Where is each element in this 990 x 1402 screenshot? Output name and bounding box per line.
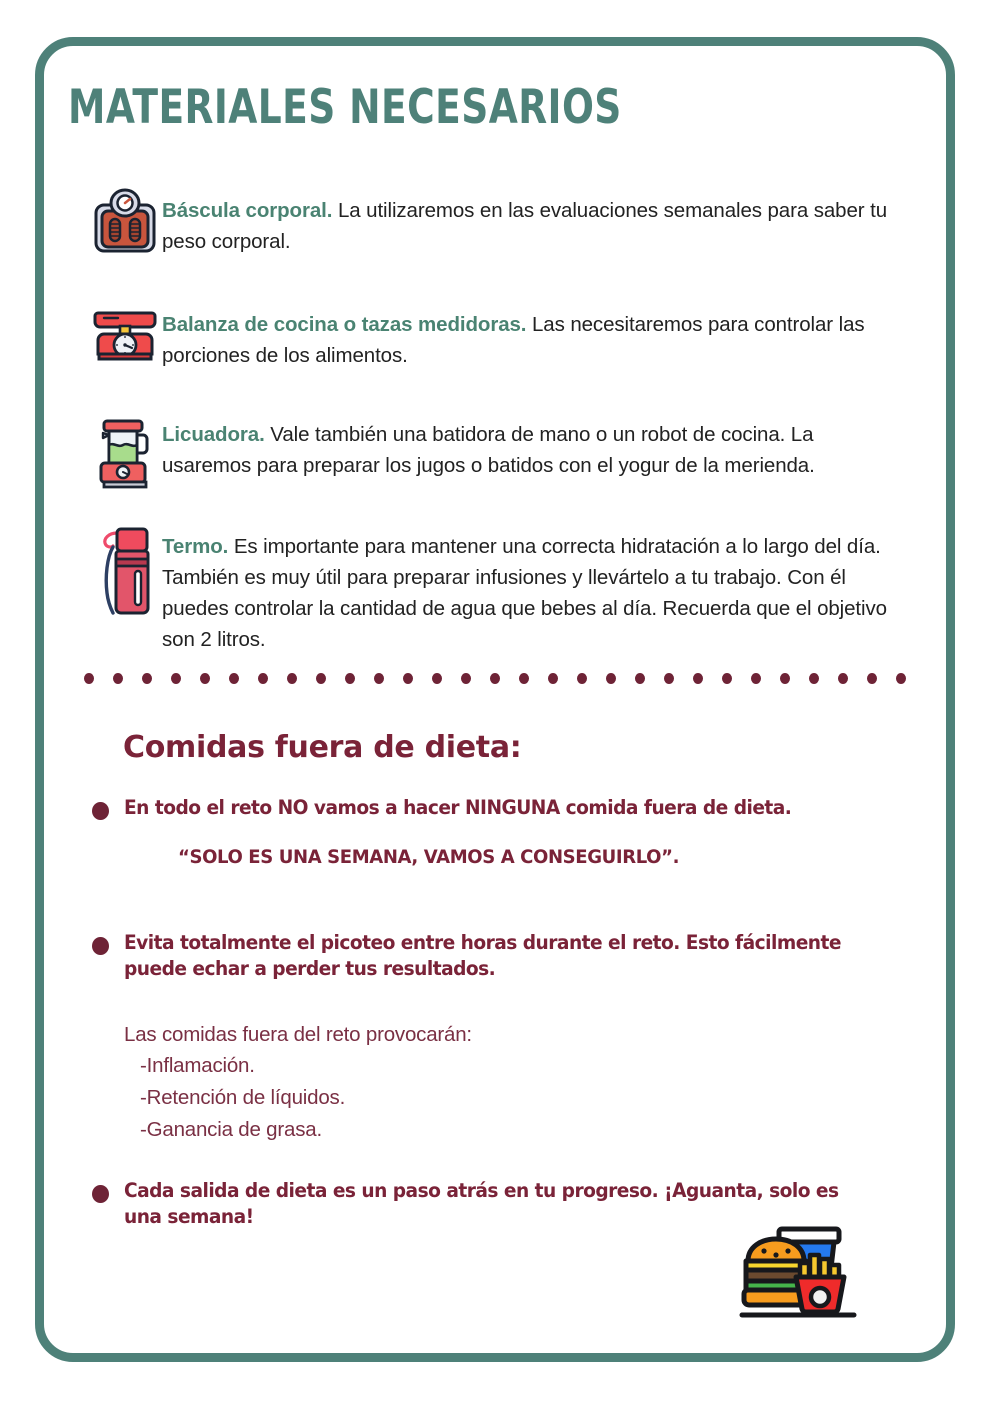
divider-dot xyxy=(635,673,645,684)
bullet-text-2: Evita totalmente el picoteo entre horas durante el reto. Esto fácilmente puede echar a perder tus resultados. xyxy=(124,931,841,981)
material-text-bascula xyxy=(162,185,908,257)
divider-dot xyxy=(896,673,906,684)
fast-food-icon xyxy=(736,1205,876,1325)
bullet-dot-icon xyxy=(92,937,109,955)
divider-dot xyxy=(200,673,210,684)
material-item-balanza xyxy=(88,299,908,387)
divider-dot xyxy=(722,673,732,684)
material-text-balanza xyxy=(162,299,908,371)
divider-dot xyxy=(548,673,558,684)
page-title: MATERIALES NECESARIOS xyxy=(68,80,622,135)
divider-dot xyxy=(316,673,326,684)
divider-dot xyxy=(258,673,268,684)
material-item-licuadora xyxy=(88,413,908,501)
divider-dot xyxy=(809,673,819,684)
section-heading-comidas: Comidas fuera de dieta: xyxy=(123,730,522,765)
list-item xyxy=(88,795,906,868)
material-body-bascula: La utilizaremos en las evaluaciones semanales para saber tu peso corporal. xyxy=(162,199,887,254)
divider-dot xyxy=(374,673,384,684)
divider-dot xyxy=(664,673,674,684)
consequence-item: -Inflamación. xyxy=(140,1054,255,1078)
bathroom-scale-icon xyxy=(88,185,162,273)
consequences-list xyxy=(124,1019,906,1146)
material-text-termo xyxy=(162,523,908,656)
material-lead-licuadora: Licuadora. xyxy=(162,423,265,446)
divider-dot xyxy=(606,673,616,684)
material-body-termo: Es importante para mantener una correcta hidratación a lo largo del día. También es muy útil para preparar infusiones y llevártelo a tu trabajo. Con él puedes controlar la cantidad de agua que bebes al día. Recuerda que el objetivo son 2 litros. xyxy=(162,535,887,652)
material-text-licuadora xyxy=(162,413,908,481)
bullet-dot-icon xyxy=(92,1185,109,1203)
material-lead-termo: Termo. xyxy=(162,535,229,558)
material-lead-bascula: Báscula corporal. xyxy=(162,199,333,222)
divider-dot xyxy=(113,673,123,684)
divider-dot xyxy=(142,673,152,684)
divider-dot xyxy=(693,673,703,684)
dotted-divider xyxy=(84,672,906,684)
quote-line: “SOLO ES UNA SEMANA, VAMOS A CONSEGUIRLO”. xyxy=(178,847,680,869)
consequences-intro: Las comidas fuera del reto provocarán: xyxy=(124,1022,472,1046)
divider-dot xyxy=(867,673,877,684)
divider-dot xyxy=(461,673,471,684)
divider-dot xyxy=(838,673,848,684)
bullet-text-1: En todo el reto NO vamos a hacer NINGUNA comida fuera de dieta. xyxy=(124,796,792,819)
material-item-bascula xyxy=(88,185,908,273)
material-body-balanza: Las necesitaremos para controlar las porciones de los alimentos. xyxy=(162,313,865,368)
divider-dot xyxy=(519,673,529,684)
divider-dot xyxy=(751,673,761,684)
divider-dot xyxy=(229,673,239,684)
kitchen-scale-icon xyxy=(88,299,162,387)
diet-rules-block xyxy=(88,795,906,1230)
divider-dot xyxy=(345,673,355,684)
divider-dot xyxy=(403,673,413,684)
divider-dot xyxy=(432,673,442,684)
divider-dot xyxy=(171,673,181,684)
divider-dot xyxy=(84,673,94,684)
divider-dot xyxy=(577,673,587,684)
list-item xyxy=(88,930,906,982)
thermos-icon xyxy=(88,523,162,611)
material-body-licuadora: Vale también una batidora de mano o un robot de cocina. La usaremos para preparar los jugos o batidos con el yogur de la merienda. xyxy=(162,423,815,478)
divider-dot xyxy=(287,673,297,684)
material-lead-balanza: Balanza de cocina o tazas medidoras. xyxy=(162,313,527,336)
consequence-item: -Ganancia de grasa. xyxy=(140,1118,322,1141)
bullet-dot-icon xyxy=(92,802,109,820)
materials-list xyxy=(88,185,908,656)
blender-icon xyxy=(88,413,162,501)
divider-dot xyxy=(490,673,500,684)
divider-dot xyxy=(780,673,790,684)
bullet-text-3: Cada salida de dieta es un paso atrás en tu progreso. ¡Aguanta, solo es una semana! xyxy=(124,1178,839,1228)
material-item-termo xyxy=(88,523,908,656)
consequence-item: -Retención de líquidos. xyxy=(140,1086,346,1110)
